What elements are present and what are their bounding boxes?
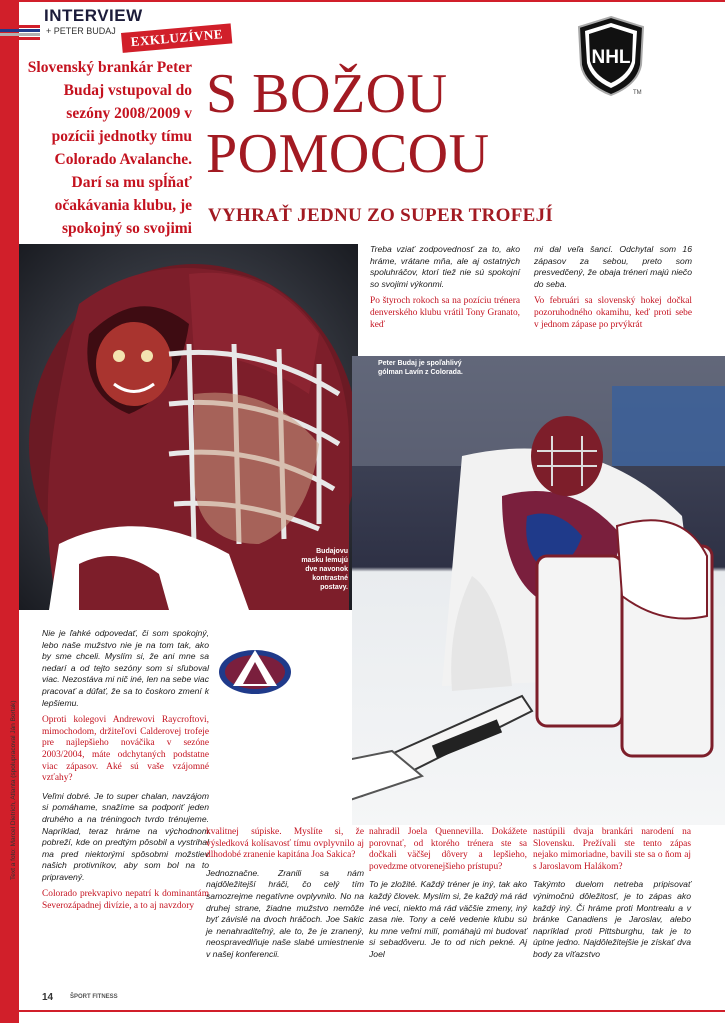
section-kicker: INTERVIEW [44,6,143,25]
column-d [206,827,364,967]
column-b [534,244,692,337]
magazine-name: ŠPORT FITNESS [70,994,118,1000]
column-a-question: Po štyroch rokoch sa na pozíciu trénera denverského klubu vrátil Tony Granato, keď [370,296,520,330]
nhl-logo-text: NHL [591,47,631,68]
column-b-answer: mi dal veľa šancí. Odchytal som 16 zápasov za sebou, preto som presvedčený, že obaja tréneri majú niečo do seba. [534,244,692,289]
column-a [370,244,520,337]
column-e [369,827,527,967]
avalanche-logo [215,640,295,700]
goalie-caption: Peter Budaj je spoľahlivý gólman Lavín z Colorada. [378,360,463,376]
trademark-mark: TM [633,90,642,96]
column-d-question: kvalitnej súpiske. Myslíte si, že výsledková kolísavosť tímu ovplyvnilo aj dlhodobé zranenie kapitána Joa Sakica? [206,827,364,861]
lede-paragraph: Slovenský brankár Peter Budaj vstupoval do sezóny 2008/2009 v pozícii jednotky tímu Colorado Avalanche. Darí sa mu spĺňať očakávania klubu, je spokojný so svojimi [27,59,192,237]
headline-line-1: S BOŽOU [206,63,448,125]
nhl-shield-logo [575,15,647,97]
photo-credit: Text a foto: Marcel Dietrich, Atlanta (spolupracoval Ján Bortak) [10,700,17,880]
column-f-question: nastúpili dvaja brankári narodení na Slovensku. Prežívali ste tento zápas nejako mimoriadne, bavili ste sa o ňom aj s Jaroslavom Halákom? [533,827,691,872]
column-c [42,628,209,919]
column-f [533,827,691,967]
column-e-answer: To je zložité. Každý tréner je iný, tak ako každý človek. Myslím si, že každý má rád iné veci, niekto má rád väčšie zmeny, iný zasa nie. Tony a celé vedenie klubu sú ku mne veľmi milí, pomáhajú mi budovať si sebadôveru. Je to od nich pekné. Aj Joel [369,879,527,959]
column-b-question: Vo februári sa slovenský hokej dočkal pozoruhodného okamihu, keď proti sebe v jednom zápase po prvýkrát [534,296,692,330]
column-f-answer: Takýmto duelom netreba pripisovať výnimočnú dôležitosť, je to zápas ako každý iný. Či hráme proti Montrealu a v bránke Canadiens je Jaroslav, alebo napríklad proti Pittsburghu, tak je to úplne jedno. Najdôležitejšie je získať dva body za víťazstvo [533,879,691,959]
column-c-answer-2: Veľmi dobré. Je to super chalan, navzájom si pomáhame, snažíme sa podporiť jeden druhého a na tréningoch tvrdo trénujeme. Napríklad, teraz hráme na východnom pobreží, kde on predtým pôsobil a vystrihal ma pred niektorými spôsobmi možstiev našich protivníkov, aby som bol na to pripravený. [42,790,209,882]
mask-caption: Budajovu masku lemujú dve navonok kontrastné postavy. [301,548,348,591]
column-e-question: nahradil Joela Quennevilla. Dokážete porovnať, od ktorého trénera ste sa dočkali väčšej dôvery a lepšieho, povedzme otvorenejšieho prístupu? [369,827,527,872]
page-number: 14 [42,992,54,1003]
top-rule [19,0,725,2]
goalie-photo [352,356,725,825]
column-c-question-1: Oproti kolegovi Andrewovi Raycroftovi, mimochodom, držiteľovi Calderovej trofeje pre najlepšieho nováčika v sezóne 2003/2004, máte odchytaných podstatne viac zápasov. Aké sú vaše vzájomné vzťahy? [42,715,209,784]
flag-stripes [0,25,40,43]
kicker-subtitle: + PETER BUDAJ [46,26,116,36]
column-c-answer-1: Nie je ľahké odpovedať, či som spokojný, lebo naše mužstvo nie je na tom tak, ako by sme chceli. Myslím si, že ani mne sa nedarí a od tejto sezóny som si sľuboval viac. Nezostáva mi nič iné, len na sebe viac pracovať a dúfať, že sa to čoskoro zmení k lepšiemu. [42,628,209,708]
column-a-answer: Treba vziať zodpovednosť za to, ako hráme, vrátane mňa, ale aj ostatných spoluhráčov, ktorí tiež nie sú spokojní so svojimi výkonmi. [370,244,520,289]
column-d-answer: Jednoznačne. Zranili sa nám najdôležitejší hráči, čo celý tím samozrejme negatívne ovplyvnilo. No na druhej strane, žiadne mužstvo nemôže byť závislé na dvoch hráčoch. Joe Sakic je nenahraditeľný, ale to, že je zranený, neospravedlňuje naše slabé umiestnenie v našej konferencii. [206,867,364,959]
headline-line-2: POMOCOU [206,123,490,185]
subheadline: VYHRAŤ JEDNU ZO SUPER TROFEJÍ [208,205,554,226]
column-c-question-2: Colorado prekvapivo nepatrí k dominantám Severozápadnej divízie, a to aj navzdory [42,889,209,912]
bottom-rule [19,1010,725,1012]
exclusive-badge: EXKLUZÍVNE [121,23,233,53]
headline [206,64,490,184]
